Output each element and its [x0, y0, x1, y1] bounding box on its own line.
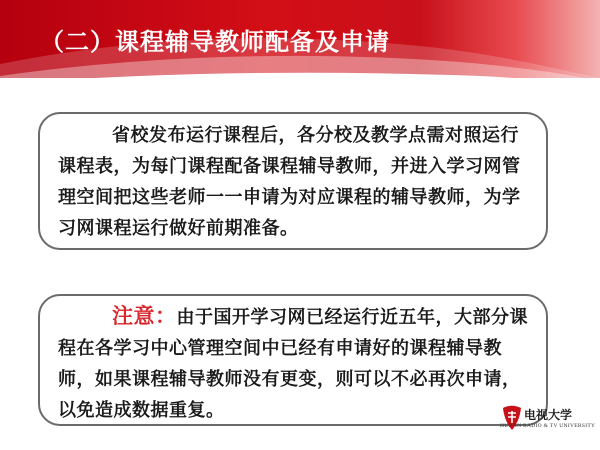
intro-paragraph: 省校发布运行课程后，各分校及教学点需对照运行课程表，为每门课程配备课程辅导教师，并进入学习网管理空间把这些老师一一申请为对应课程的辅导教师，为学习网课程运行做好前期准备。 — [58, 125, 521, 239]
note-callout-box — [38, 294, 548, 426]
university-emblem-icon — [500, 404, 524, 434]
university-name: 电视大学 — [524, 408, 573, 422]
university-logo — [500, 404, 600, 444]
page-title: （二）课程辅导教师配备及申请 — [40, 28, 390, 56]
note-paragraph: 由于国开学习网已经运行近五年，大部分课程在各学习中心管理空间中已经有申请好的课程辅导教师，如果课程辅导教师没有更变，则可以不必再次申请，以免造成数据重复。 — [58, 307, 528, 421]
intro-callout-box — [38, 112, 548, 250]
header-band — [0, 0, 600, 78]
note-label: 注意： — [112, 303, 177, 328]
university-subtitle: HUNAN RADIO & TV UNIVERSITY — [500, 423, 596, 429]
